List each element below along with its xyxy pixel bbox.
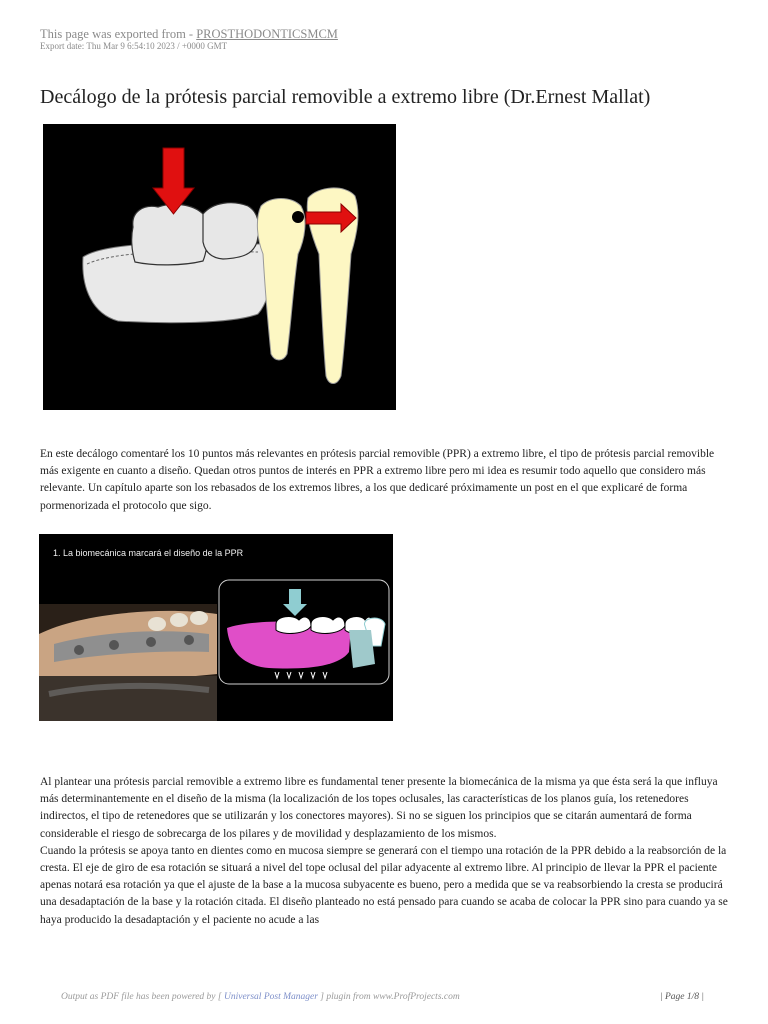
pdf-footer-credit bbox=[61, 992, 460, 1002]
page-number: | Page 1/8 | bbox=[660, 992, 705, 1002]
article-title: Decálogo de la prótesis parcial removible a extremo libre (Dr.Ernest Mallat) bbox=[40, 86, 651, 108]
biomechanics-text bbox=[40, 774, 730, 929]
artificial-premolar bbox=[203, 203, 259, 259]
rotation-axis-dot bbox=[292, 211, 304, 223]
export-notice bbox=[40, 27, 338, 41]
natural-tooth bbox=[148, 617, 166, 631]
biomechanics-slide bbox=[39, 534, 393, 721]
abutment-root bbox=[349, 630, 375, 668]
site-link[interactable]: PROSTHODONTICSMCM bbox=[196, 27, 338, 41]
footer-prefix: Output as PDF file has been powered by [ bbox=[61, 992, 224, 1002]
export-prefix: This page was exported from - bbox=[40, 27, 197, 41]
free-end-saddle-diagram bbox=[43, 124, 396, 410]
footer-suffix: ] plugin from www.ProfProjects.com bbox=[317, 992, 460, 1002]
intro-paragraph: En este decálogo comentaré los 10 puntos más relevantes en prótesis parcial removible (PPR) a extremo libre, el tipo de prótesis parcial removible más exigente en cuanto a diseño. Quedan otros puntos de interés en PPR a extremo libre pero mi idea es resumir todo aquello que considero más relevante. Un capítulo aparte son los rebasados de los extremos libres, a los que dedicaré próximamente un post en el que explicaré de forma pormenorizada el protocolo que sigo. bbox=[40, 448, 715, 512]
occlusal-force-arrow bbox=[153, 148, 194, 214]
slide-caption: 1. La biomecánica marcará el diseño de la PPR bbox=[53, 548, 244, 558]
export-date: Export date: Thu Mar 9 6:54:10 2023 / +0000 GMT bbox=[40, 41, 228, 51]
export-header bbox=[40, 27, 338, 51]
biomechanics-paragraph: Al plantear una prótesis parcial removible a extremo libre es fundamental tener presente la biomecánica de la misma ya que ésta será la que influya más determinantemente en el diseño de la misma (la localización de los topes oclusales, las características de los planos guía, los retenedores indirectos, el tipo de retenedores que se utilizarán y los conectores mayores). Si no se siguen los principios que se citarán aumentará de forma considerable el riesgo de sobrecarga de los pilares y de movilidad y desplazamiento de los mismos. bbox=[40, 776, 718, 840]
rotation-paragraph: Cuando la prótesis se apoya tanto en dientes como en mucosa siempre se generará con el tiempo una rotación de la PPR debido a la reabsorción de la cresta. El eje de giro de esa rotación se situará a nivel del tope oclusal del pilar adyacente al extremo libre. Al principio de llevar la PPR el paciente apenas notará esa rotación ya que el ajuste de la base a la mucosa subyacente es bueno, pero a medida que se va reabsorbiendo la cresta se producirá una desadaptación de la base y la rotación citada. El diseño planteado no está pensado para cuando se acaba de colocar la PPR sino para cuando ya se haya producido la desadaptación y el paciente no acude a las bbox=[40, 844, 728, 926]
artificial-molar bbox=[132, 204, 207, 265]
plugin-link[interactable]: Universal Post Manager bbox=[223, 992, 318, 1002]
